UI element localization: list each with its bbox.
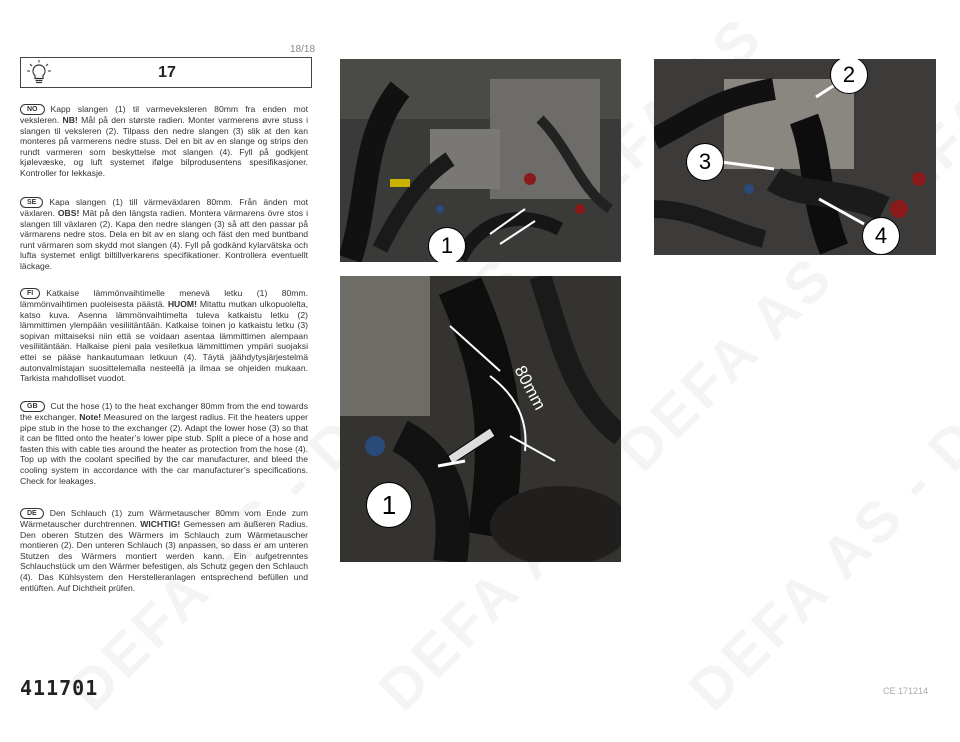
callout-3: 3 <box>686 143 724 181</box>
language-badge: GB <box>20 401 45 412</box>
instruction-se: SE Kapa slangen (1) till värmeväxlaren 80mm. Från änden mot växlaren. OBS! Mät på den längsta radien. Montera värmarens övre stos i slangen till växlaren (2). Kapa den nedre slangen (3) så att den passar på värmarens nedre stos. Dela en bit av en slang och fäst den med buntband runt värmaren som skydd mot slangen (4). Fyll på godkänd kylarvätska och lufta systemet enligt biltillverkarens specifikationer. Kontrollera eventuellt läckage. <box>20 197 308 271</box>
callout-4: 4 <box>862 217 900 255</box>
language-badge: SE <box>20 197 43 208</box>
lightbulb-icon <box>25 59 53 87</box>
engine-photo-hoses-2-3-4 <box>654 59 936 255</box>
instruction-gb: GB Cut the hose (1) to the heat exchanger 80mm from the end towards the exchanger. Note! Measured on the largest radius. Fit the heaters upper pipe stub in the hose to the exchanger (2). Adapt the lower hose (3) so that it can be fitted onto the heater’s lower pipe stub. Split a piece of a hose and fasten this with cable ties around the heater as protection from the hose (4). Top up with the coolant specified by the car manufacturer, and bleed the cooling system in accordance with the car manufacturer’s specifications. Check for leakages. <box>20 401 308 486</box>
step-header <box>20 57 312 88</box>
engine-photo-cut-measure <box>340 276 621 562</box>
step-number: 17 <box>158 63 176 81</box>
language-badge: FI <box>20 288 40 299</box>
ce-code: CE 171214 <box>883 686 929 696</box>
callout-1: 1 <box>366 482 412 528</box>
instruction-fi: FI Katkaise lämmönvaihtimelle menevä letku (1) 80mm. lämmönvaihtimen puoleisesta päästä. HUOM! Mitattu mutkan ulkopuolelta, katso kuva. Asenna lämmönvaihtimelta tuleva katkaistu letku (2) lämmittimen ylempään vesiliitäntään. Katkaise toinen jo katkaistu letku (3) sopivan mittaiseksi niin että se voidaan asentaa lämmittimen alempaan vesiliitäntään. Halkaise pieni pala vesiletkua lämmittimen ympäri suojaksi ettei se pääse hankautumaan letkuun (4). Täytä jäähdytysjärjestelmä autonvalmistajan suosittelemalla nesteellä ja ilmaa se ohjeiden mukaan. Tarkista mahdolliset vuodot. <box>20 288 308 384</box>
document-number: 411701 <box>20 676 99 700</box>
instruction-no: NO Kapp slangen (1) til varmeveksleren 80mm fra enden mot veksleren. NB! Mål på den største radien. Monter varmerens øvre stuss i slangen til veksleren (2). Tilpass den nedre slangen (3) slik at den kan monteres på varmerens nedre stuss. Del en bit av en slange og strips den rundt varmeren som beskyttelse mot slangen (4). Fyll på godkjent kjølevæske, og luft systemet ifølge bilprodusentens spesifikasjoner. Kontroller for lekkasje. <box>20 104 308 178</box>
language-badge: DE <box>20 508 44 519</box>
page-number: 18/18 <box>290 44 316 55</box>
dimension-label: 80mm <box>510 362 550 414</box>
callout-2: 2 <box>830 59 868 94</box>
callout-1: 1 <box>428 227 466 262</box>
language-badge: NO <box>20 104 45 115</box>
instruction-de: DE Den Schlauch (1) zum Wärmetauscher 80mm vom Ende zum Wärmetauscher durchtrennen. WICHTIG! Gemessen am äußeren Radius. Den oberen Stutzen des Wärmers im Schlauch zum Wärmetauscher montieren (2). Den unteren Schlauch (3) anpassen, so dass er am unteren Stutzen des Wärmers montiert werden kann. Ein aufgetrenntes Schlauchstück um den Wärmer befestigen, als Schutz gegen den Schlauch (4). Das Kühlsystem den Herstelleranlagen entsprechend befüllen und entlüften. Auf Dichtheit prüfen. <box>20 508 308 593</box>
engine-photo-hose-1 <box>340 59 621 262</box>
